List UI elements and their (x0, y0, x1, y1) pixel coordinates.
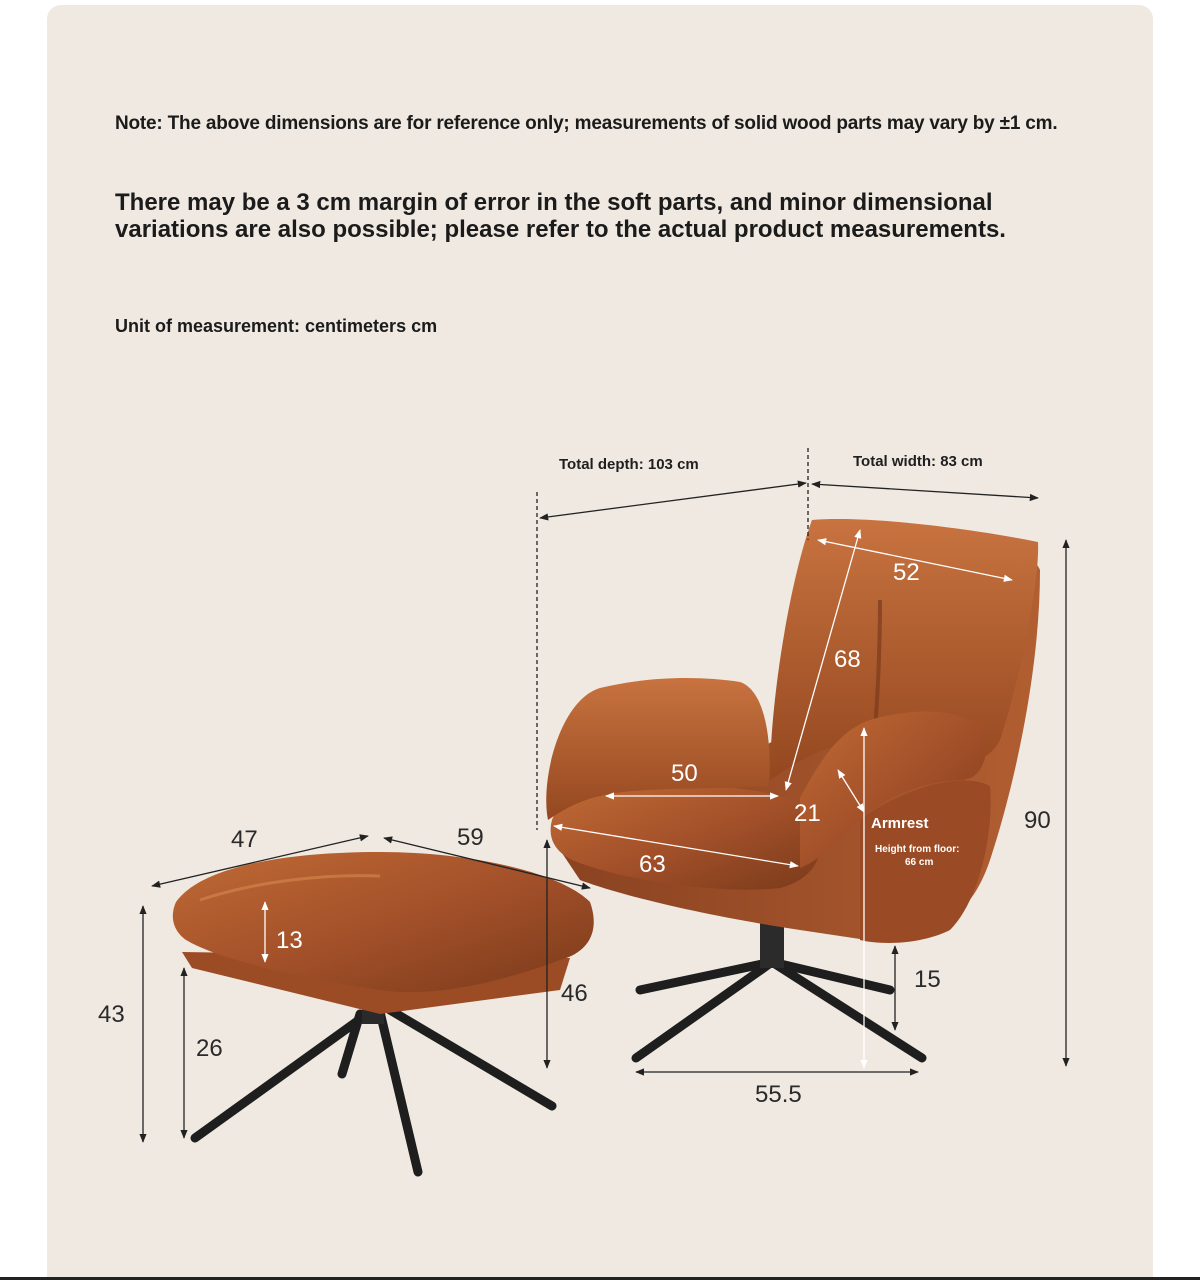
chair-height-label: 90 (1024, 807, 1051, 834)
seat-width-label: 50 (671, 760, 698, 787)
error-margin-line-1: There may be a 3 cm margin of error in the soft parts, and minor dimensional (115, 189, 993, 216)
lounge-chair (546, 519, 1040, 1058)
total-width-label: Total width: 83 cm (853, 453, 983, 470)
total-depth-line (540, 483, 806, 518)
error-margin-line-2: variations are also possible; please refer to the actual product measurements. (115, 216, 1006, 243)
base-width-label: 55.5 (755, 1081, 802, 1108)
seat-depth-label: 63 (639, 851, 666, 878)
armrest-thickness-label: 21 (794, 800, 821, 827)
total-width-line (812, 484, 1038, 498)
armrest-label: Armrest (871, 815, 929, 832)
reference-note: Note: The above dimensions are for reference only; measurements of solid wood parts may vary by ±1 cm. (115, 113, 1058, 134)
ottoman (173, 852, 594, 1172)
ottoman-base (195, 1010, 552, 1172)
total-depth-label: Total depth: 103 cm (559, 456, 699, 473)
seat-height-label: 46 (561, 980, 588, 1007)
armrest-height-label-2: 66 cm (905, 857, 934, 868)
unit-note: Unit of measurement: centimeters cm (115, 316, 438, 336)
ottoman-base-height-label: 26 (196, 1035, 223, 1062)
ottoman-cushion-label: 13 (276, 927, 303, 954)
ottoman-width-label: 47 (231, 826, 258, 853)
chair-base (636, 962, 922, 1058)
back-height-label: 68 (834, 646, 861, 673)
ottoman-height-label: 43 (98, 1001, 125, 1028)
base-height-label: 15 (914, 966, 941, 993)
back-width-label: 52 (893, 559, 920, 586)
ottoman-depth-label: 59 (457, 824, 484, 851)
armrest-height-label-1: Height from floor: (875, 844, 960, 855)
